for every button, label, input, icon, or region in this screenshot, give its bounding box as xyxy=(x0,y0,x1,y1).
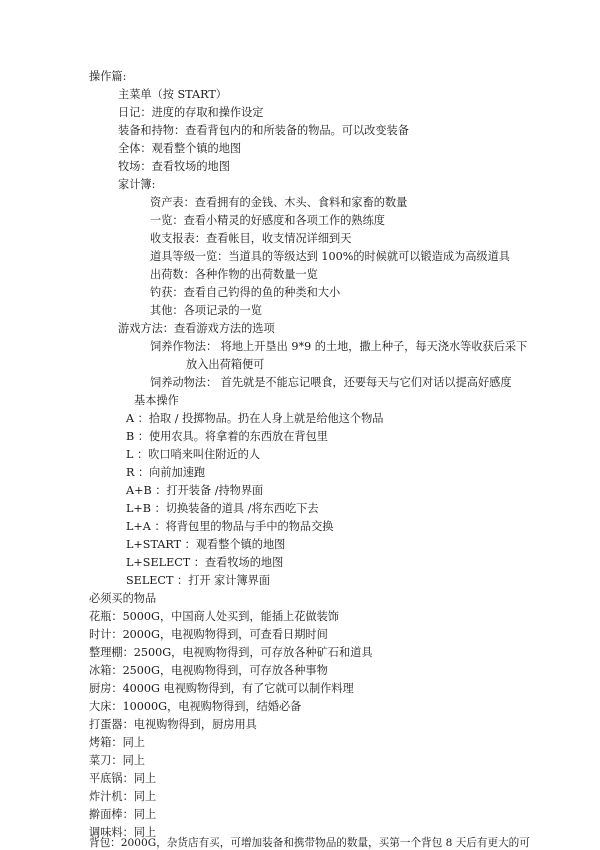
must-buy-item: 大床：10000G，电视购物得到，结婚必备 xyxy=(89,700,302,713)
key-binding-line: L+A ：将背包里的物品与手中的物品交换 xyxy=(126,520,334,533)
must-buy-item: 背包：2000G，杂货店有买，可增加装备和携带物品的数量，买第一个背包 8 天后有更大的可 xyxy=(89,837,530,849)
key-binding-line: R ：向前加速跑 xyxy=(126,466,206,479)
ledger-item: 钓获：查看自己钓得的鱼的种类和大小 xyxy=(150,286,341,299)
key-binding-line: L ：吹口哨来叫住附近的人 xyxy=(126,448,261,461)
must-buy-item: 整理棚：2500G，电视购物得到，可存放各种矿石和道具 xyxy=(89,646,373,659)
ledger-heading: 家计簿: xyxy=(118,178,156,191)
must-buy-heading: 必须买的物品 xyxy=(89,592,157,605)
must-buy-item: 花瓶：5000G，中国商人处买到，能插上花做装饰 xyxy=(89,610,339,623)
must-buy-item: 炸汁机：同上 xyxy=(89,790,157,803)
main-menu-heading: 主菜单（按 START） xyxy=(118,88,227,101)
must-buy-item: 调味料：同上 xyxy=(89,826,157,839)
equipment-line: 装备和持物：查看背包内的和所装备的物品。可以改变装备 xyxy=(118,124,409,137)
crops-method-line: 饲养作物法： 将地上开垦出 9*9 的土地，撒上种子，每天浇水等收获后采下 xyxy=(150,340,528,353)
overall-map-line: 全体：观看整个镇的地图 xyxy=(118,142,242,155)
ledger-item: 其他：各项记录的一览 xyxy=(150,304,262,317)
key-binding-line: L+SELECT ：查看牧场的地图 xyxy=(126,556,284,569)
section-title-operation: 操作篇: xyxy=(89,70,127,83)
game-method-heading: 游戏方法：查看游戏方法的选项 xyxy=(118,322,275,335)
basic-ops-heading: 基本操作 xyxy=(134,394,179,407)
key-binding-line: L+B ：切换装备的道具 /将东西吃下去 xyxy=(126,502,319,515)
ledger-item: 资产表：查看拥有的金钱、木头、食料和家畜的数量 xyxy=(150,196,408,209)
ranch-map-line: 牧场：查看牧场的地图 xyxy=(118,160,230,173)
key-binding-line: SELECT ：打开 家计簿界面 xyxy=(126,574,271,587)
key-binding-line: A ：拾取 / 投掷物品。扔在人身上就是给他这个物品 xyxy=(126,412,384,425)
key-binding-line: L+START ：观看整个镇的地图 xyxy=(126,538,286,551)
key-binding-line: A+B ：打开装备 /持物界面 xyxy=(126,484,264,497)
must-buy-item: 擀面棒：同上 xyxy=(89,808,157,821)
must-buy-item: 厨房：4000G 电视购物得到，有了它就可以制作料理 xyxy=(89,682,354,695)
ledger-item: 一览：查看小精灵的好感度和各项工作的熟练度 xyxy=(150,214,385,227)
must-buy-item: 冰箱：2500G，电视购物得到，可存放各种事物 xyxy=(89,664,328,677)
ledger-item: 出荷数：各种作物的出荷数量一览 xyxy=(150,268,318,281)
must-buy-item: 打蛋器：电视购物得到，厨房用具 xyxy=(89,718,257,731)
must-buy-item: 时计：2000G，电视购物得到，可查看日期时间 xyxy=(89,628,328,641)
ledger-item: 道具等级一览：当道具的等级达到 100%的时候就可以锻造成为高级道具 xyxy=(150,250,510,263)
key-binding-line: B ：使用农具。将拿着的东西放在背包里 xyxy=(126,430,328,443)
crops-method-continuation: 放入出荷箱便可 xyxy=(186,358,265,371)
must-buy-item: 菜刀：同上 xyxy=(89,754,145,767)
ledger-item: 收支报表：查看帐目，收支情况详细到天 xyxy=(150,232,352,245)
must-buy-item: 烤箱：同上 xyxy=(89,736,145,749)
animals-method-line: 饲养动物法： 首先就是不能忘记喂食，还要每天与它们对话以提高好感度 xyxy=(150,376,512,389)
diary-line: 日记：进度的存取和操作设定 xyxy=(118,106,264,119)
must-buy-item: 平底锅：同上 xyxy=(89,772,157,785)
